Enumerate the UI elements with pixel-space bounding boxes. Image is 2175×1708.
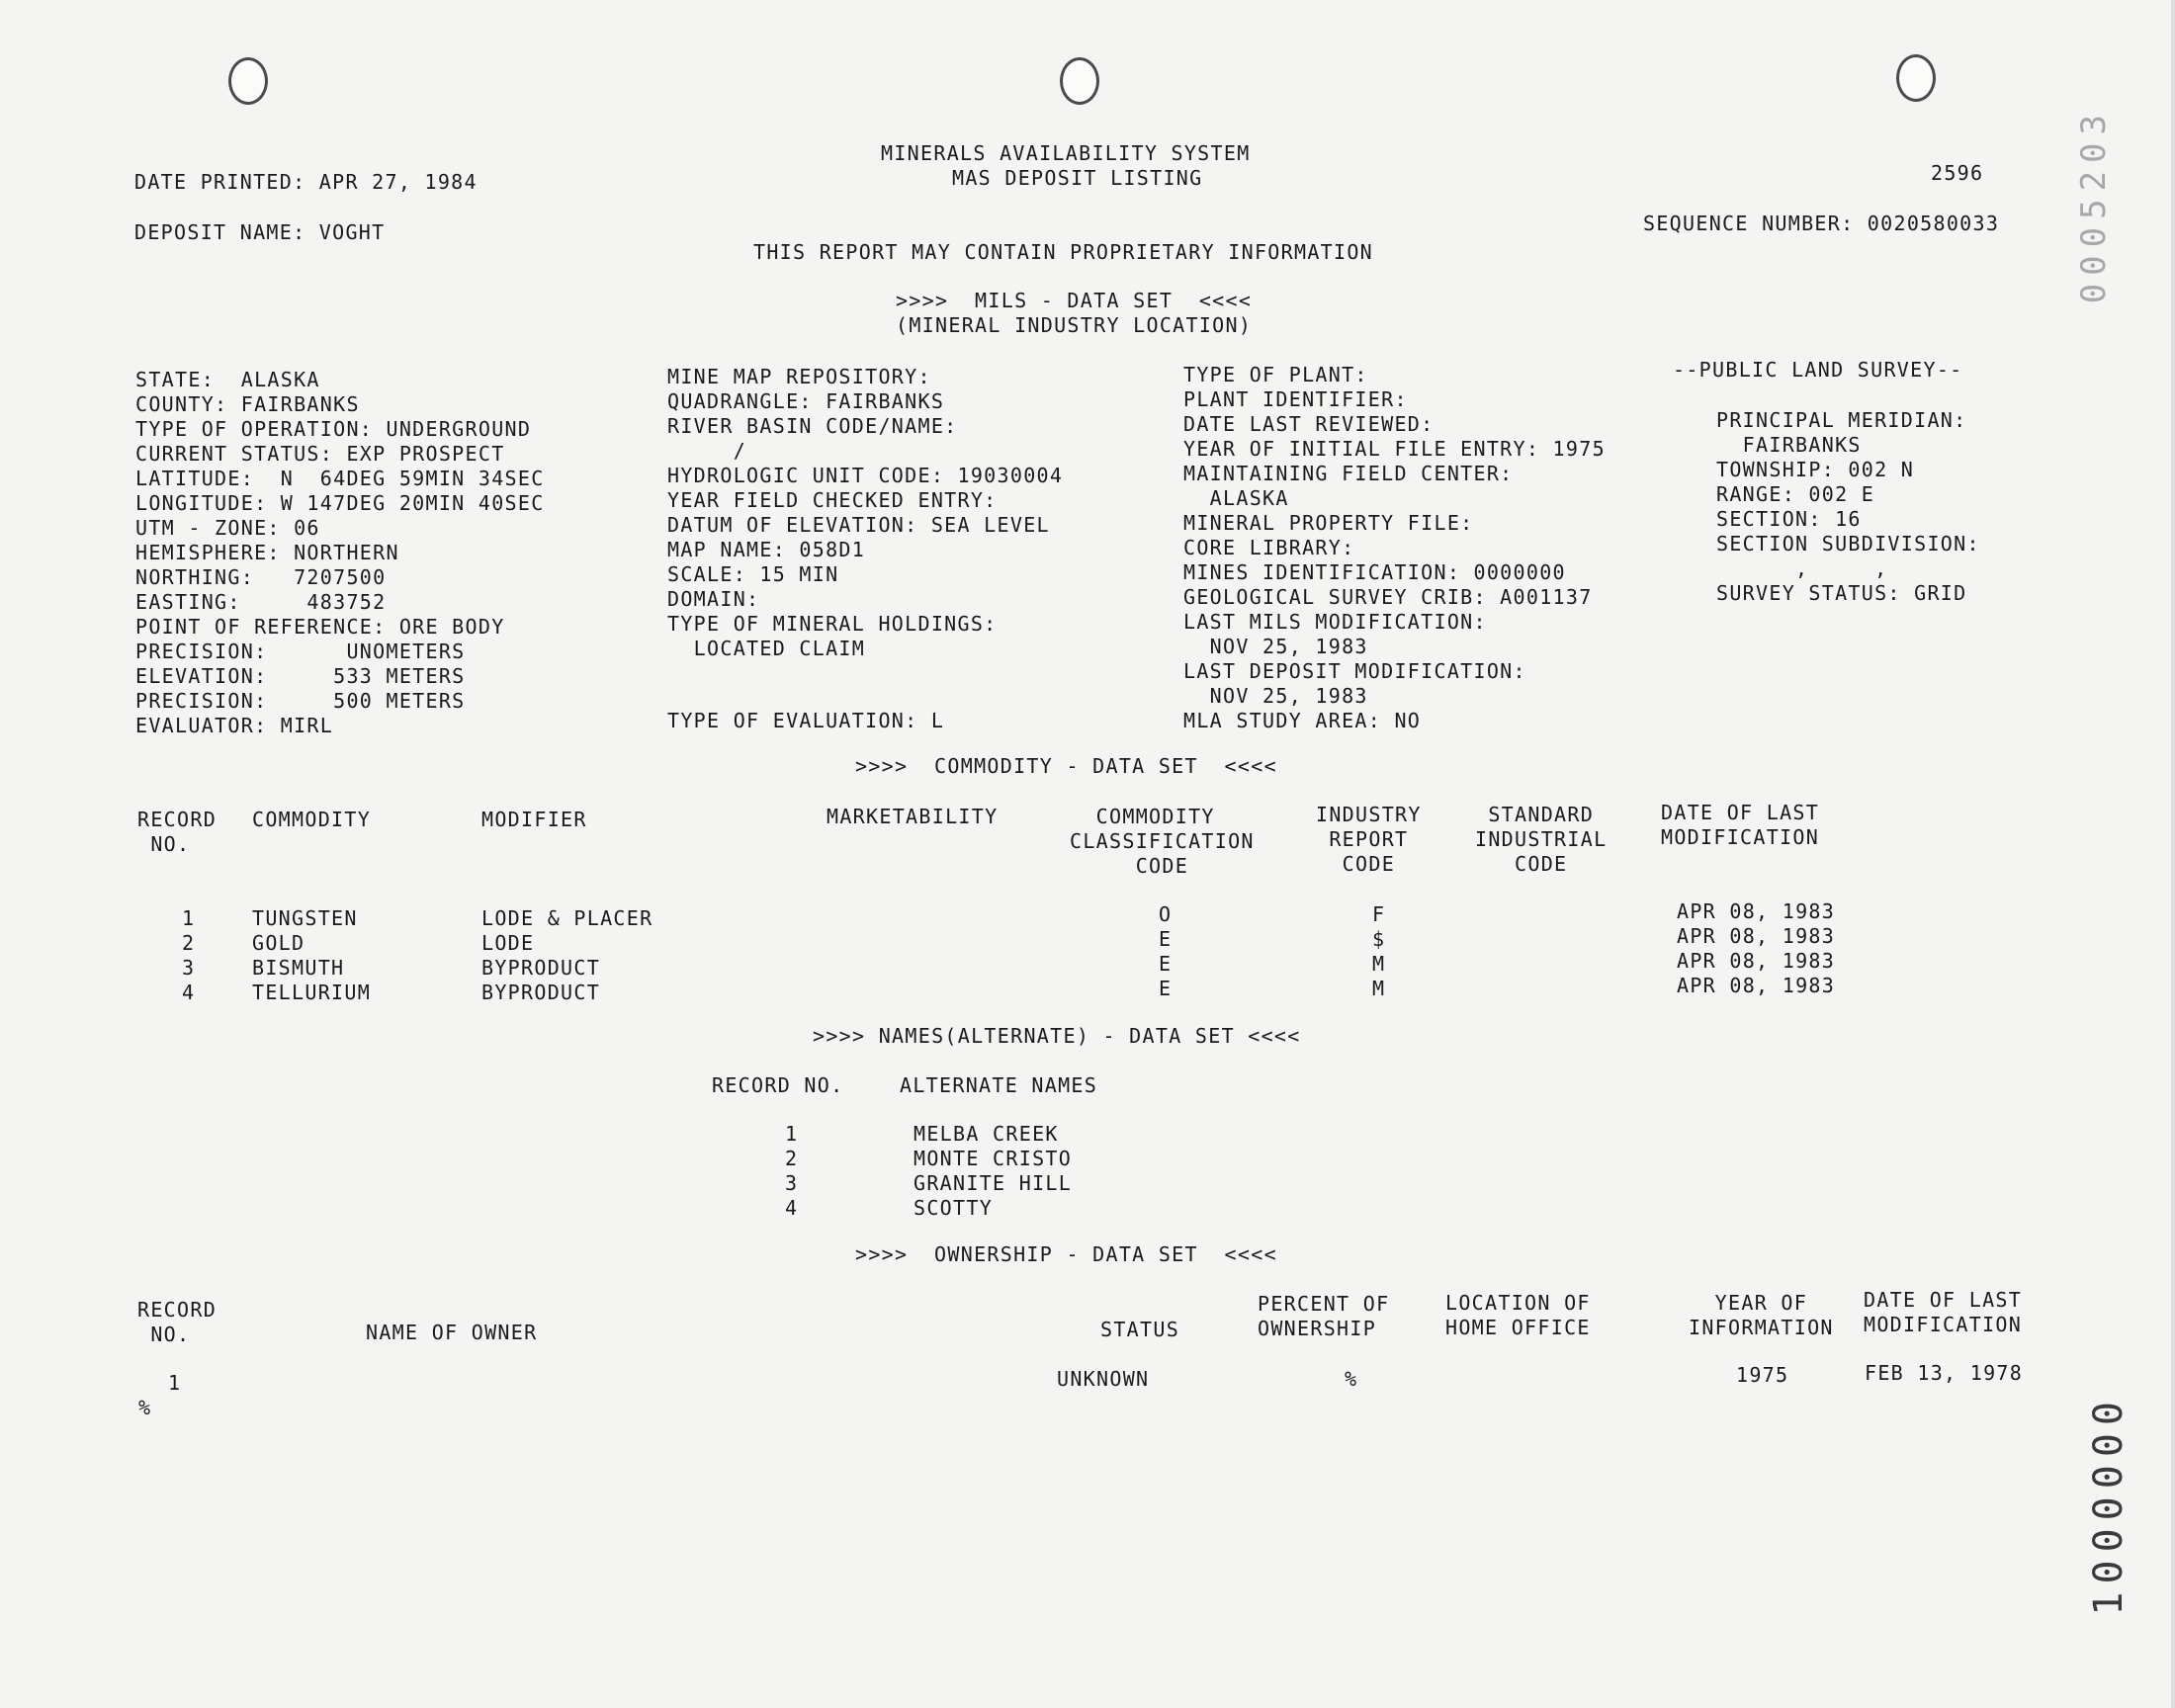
footnote-marker: % bbox=[138, 1396, 152, 1419]
column-header: RECORD NO. bbox=[137, 808, 218, 856]
commodity-name: GOLD bbox=[252, 931, 305, 955]
record-no: 4 bbox=[182, 981, 196, 1004]
alternate-name: MONTE CRISTO bbox=[914, 1147, 1073, 1170]
mils-field: MAINTAINING FIELD CENTER: bbox=[1183, 462, 1514, 485]
mils-field: TYPE OF OPERATION: UNDERGROUND bbox=[135, 417, 532, 441]
column-header: PERCENT OF OWNERSHIP bbox=[1258, 1292, 1390, 1340]
modifier: BYPRODUCT bbox=[481, 981, 601, 1004]
mils-field: , , bbox=[1716, 556, 1888, 580]
mils-field: RANGE: 002 E bbox=[1716, 482, 1875, 506]
mils-field: FAIRBANKS bbox=[1716, 433, 1862, 457]
mils-heading: >>>> MILS - DATA SET <<<< bbox=[896, 289, 1253, 312]
record-no: 3 bbox=[182, 956, 196, 980]
mils-field: GEOLOGICAL SURVEY CRIB: A001137 bbox=[1183, 585, 1593, 609]
mils-field: EASTING: 483752 bbox=[135, 590, 387, 614]
classification-code: O bbox=[1159, 902, 1173, 926]
mils-field: STATE: ALASKA bbox=[135, 368, 320, 391]
mils-field: TYPE OF PLANT: bbox=[1183, 363, 1368, 386]
mils-field: SCALE: 15 MIN bbox=[667, 562, 839, 586]
mils-field: MLA STUDY AREA: NO bbox=[1183, 709, 1422, 732]
modification-date: APR 08, 1983 bbox=[1677, 974, 1836, 997]
classification-code: E bbox=[1159, 977, 1173, 1000]
mils-field: LAST MILS MODIFICATION: bbox=[1183, 610, 1487, 634]
column-header: YEAR OF INFORMATION bbox=[1689, 1291, 1834, 1339]
punch-hole-right bbox=[1896, 54, 1936, 102]
mils-field: NORTHING: 7207500 bbox=[135, 565, 387, 589]
alternate-name: MELBA CREEK bbox=[914, 1122, 1059, 1146]
mils-field: RIVER BASIN CODE/NAME: bbox=[667, 414, 958, 438]
alternate-name: GRANITE HILL bbox=[914, 1171, 1073, 1195]
classification-code: E bbox=[1159, 952, 1173, 976]
alternate-name: SCOTTY bbox=[914, 1196, 994, 1220]
mils-field: MINERAL PROPERTY FILE: bbox=[1183, 511, 1474, 535]
column-header: DATE OF LAST MODIFICATION bbox=[1864, 1288, 2023, 1336]
column-header: DATE OF LAST MODIFICATION bbox=[1661, 801, 1820, 849]
report-title: MINERALS AVAILABILITY SYSTEM bbox=[881, 141, 1251, 165]
modification-date: APR 08, 1983 bbox=[1677, 899, 1836, 923]
mils-field: HEMISPHERE: NORTHERN bbox=[135, 541, 399, 564]
mils-field: MAP NAME: 058D1 bbox=[667, 538, 866, 561]
mils-field: UTM - ZONE: 06 bbox=[135, 516, 320, 540]
page-edge bbox=[2171, 0, 2175, 1708]
report-subtitle: MAS DEPOSIT LISTING bbox=[952, 166, 1203, 190]
page-number: 2596 bbox=[1931, 161, 1984, 185]
commodity-name: BISMUTH bbox=[252, 956, 345, 980]
mils-field: CORE LIBRARY: bbox=[1183, 536, 1355, 559]
industry-code: F bbox=[1372, 902, 1386, 926]
mils-field: CURRENT STATUS: EXP PROSPECT bbox=[135, 442, 505, 466]
mils-field: NOV 25, 1983 bbox=[1183, 635, 1368, 658]
punch-hole-left bbox=[228, 57, 268, 105]
mils-field: PRECISION: UNOMETERS bbox=[135, 640, 466, 663]
column-header: ALTERNATE NAMES bbox=[900, 1073, 1098, 1097]
mils-field: SECTION SUBDIVISION: bbox=[1716, 532, 1980, 555]
record-no: 4 bbox=[785, 1196, 799, 1220]
information-year: 1975 bbox=[1736, 1363, 1789, 1387]
proprietary-notice: THIS REPORT MAY CONTAIN PROPRIETARY INFORMATION bbox=[753, 240, 1374, 264]
public-land-survey-heading: --PUBLIC LAND SURVEY-- bbox=[1673, 358, 1963, 382]
column-header: RECORD NO. bbox=[712, 1073, 844, 1097]
column-header: STATUS bbox=[1100, 1318, 1180, 1341]
deposit-name: DEPOSIT NAME: VOGHT bbox=[134, 220, 386, 244]
record-no: 3 bbox=[785, 1171, 799, 1195]
ownership-percent: % bbox=[1345, 1367, 1358, 1391]
mils-field: MINES IDENTIFICATION: 0000000 bbox=[1183, 560, 1566, 584]
mils-field: LATITUDE: N 64DEG 59MIN 34SEC bbox=[135, 467, 545, 490]
modification-date: APR 08, 1983 bbox=[1677, 949, 1836, 973]
commodity-heading: >>>> COMMODITY - DATA SET <<<< bbox=[855, 754, 1277, 778]
column-header: LOCATION OF HOME OFFICE bbox=[1445, 1291, 1591, 1339]
record-no: 1 bbox=[182, 906, 196, 930]
record-no: 2 bbox=[182, 931, 196, 955]
column-header: COMMODITY CLASSIFICATION CODE bbox=[1070, 805, 1255, 878]
mils-field: POINT OF REFERENCE: ORE BODY bbox=[135, 615, 505, 639]
punch-hole-center bbox=[1060, 57, 1099, 105]
mils-field: YEAR OF INITIAL FILE ENTRY: 1975 bbox=[1183, 437, 1606, 461]
mils-subheading: (MINERAL INDUSTRY LOCATION) bbox=[896, 313, 1253, 337]
mils-field: PRECISION: 500 METERS bbox=[135, 689, 466, 713]
commodity-name: TUNGSTEN bbox=[252, 906, 358, 930]
mils-field: DATE LAST REVIEWED: bbox=[1183, 412, 1435, 436]
mils-field: MINE MAP REPOSITORY: bbox=[667, 365, 931, 388]
mils-field: DOMAIN: bbox=[667, 587, 760, 611]
owner-status: UNKNOWN bbox=[1057, 1367, 1150, 1391]
column-header: STANDARD INDUSTRIAL CODE bbox=[1475, 803, 1608, 876]
column-header: COMMODITY bbox=[252, 808, 372, 831]
industry-code: $ bbox=[1372, 927, 1386, 951]
record-no: 1 bbox=[785, 1122, 799, 1146]
mils-field: ELEVATION: 533 METERS bbox=[135, 664, 466, 688]
column-header: MODIFIER bbox=[481, 808, 587, 831]
sequence-number: SEQUENCE NUMBER: 0020580033 bbox=[1643, 212, 2000, 235]
industry-code: M bbox=[1372, 952, 1386, 976]
modifier: LODE bbox=[481, 931, 535, 955]
mils-field: TOWNSHIP: 002 N bbox=[1716, 458, 1915, 481]
column-header: MARKETABILITY bbox=[826, 805, 999, 828]
mils-field: LONGITUDE: W 147DEG 20MIN 40SEC bbox=[135, 491, 545, 515]
modification-date: FEB 13, 1978 bbox=[1865, 1361, 2024, 1385]
names-heading: >>>> NAMES(ALTERNATE) - DATA SET <<<< bbox=[813, 1024, 1301, 1048]
stamp-bottom-right: 1000000 bbox=[2086, 1394, 2132, 1616]
mils-field: PRINCIPAL MERIDIAN: bbox=[1716, 408, 1967, 432]
column-header: NAME OF OWNER bbox=[366, 1321, 538, 1344]
column-header: INDUSTRY REPORT CODE bbox=[1316, 803, 1422, 876]
mils-field: QUADRANGLE: FAIRBANKS bbox=[667, 389, 945, 413]
ownership-heading: >>>> OWNERSHIP - DATA SET <<<< bbox=[855, 1242, 1277, 1266]
mils-field: SECTION: 16 bbox=[1716, 507, 1862, 531]
record-no: 2 bbox=[785, 1147, 799, 1170]
stamp-top-right: 0005203 bbox=[2074, 107, 2114, 304]
classification-code: E bbox=[1159, 927, 1173, 951]
mils-field: ALASKA bbox=[1183, 486, 1289, 510]
mils-field: DATUM OF ELEVATION: SEA LEVEL bbox=[667, 513, 1050, 537]
type-of-evaluation: TYPE OF EVALUATION: L bbox=[667, 709, 945, 732]
mils-field: / bbox=[667, 439, 747, 463]
mils-field: PLANT IDENTIFIER: bbox=[1183, 387, 1408, 411]
mils-field: SURVEY STATUS: GRID bbox=[1716, 581, 1967, 605]
industry-code: M bbox=[1372, 977, 1386, 1000]
modification-date: APR 08, 1983 bbox=[1677, 924, 1836, 948]
mils-field: LAST DEPOSIT MODIFICATION: bbox=[1183, 659, 1526, 683]
modifier: BYPRODUCT bbox=[481, 956, 601, 980]
mils-field: TYPE OF MINERAL HOLDINGS: bbox=[667, 612, 998, 636]
column-header: RECORD NO. bbox=[137, 1298, 218, 1346]
record-no: 1 bbox=[168, 1371, 182, 1395]
mils-field: EVALUATOR: MIRL bbox=[135, 714, 334, 737]
mils-field: YEAR FIELD CHECKED ENTRY: bbox=[667, 488, 998, 512]
modifier: LODE & PLACER bbox=[481, 906, 653, 930]
commodity-name: TELLURIUM bbox=[252, 981, 372, 1004]
mils-field: NOV 25, 1983 bbox=[1183, 684, 1368, 708]
mils-field: COUNTY: FAIRBANKS bbox=[135, 392, 360, 416]
mils-field: HYDROLOGIC UNIT CODE: 19030004 bbox=[667, 464, 1064, 487]
date-printed: DATE PRINTED: APR 27, 1984 bbox=[134, 170, 478, 194]
mils-field: LOCATED CLAIM bbox=[667, 637, 866, 660]
